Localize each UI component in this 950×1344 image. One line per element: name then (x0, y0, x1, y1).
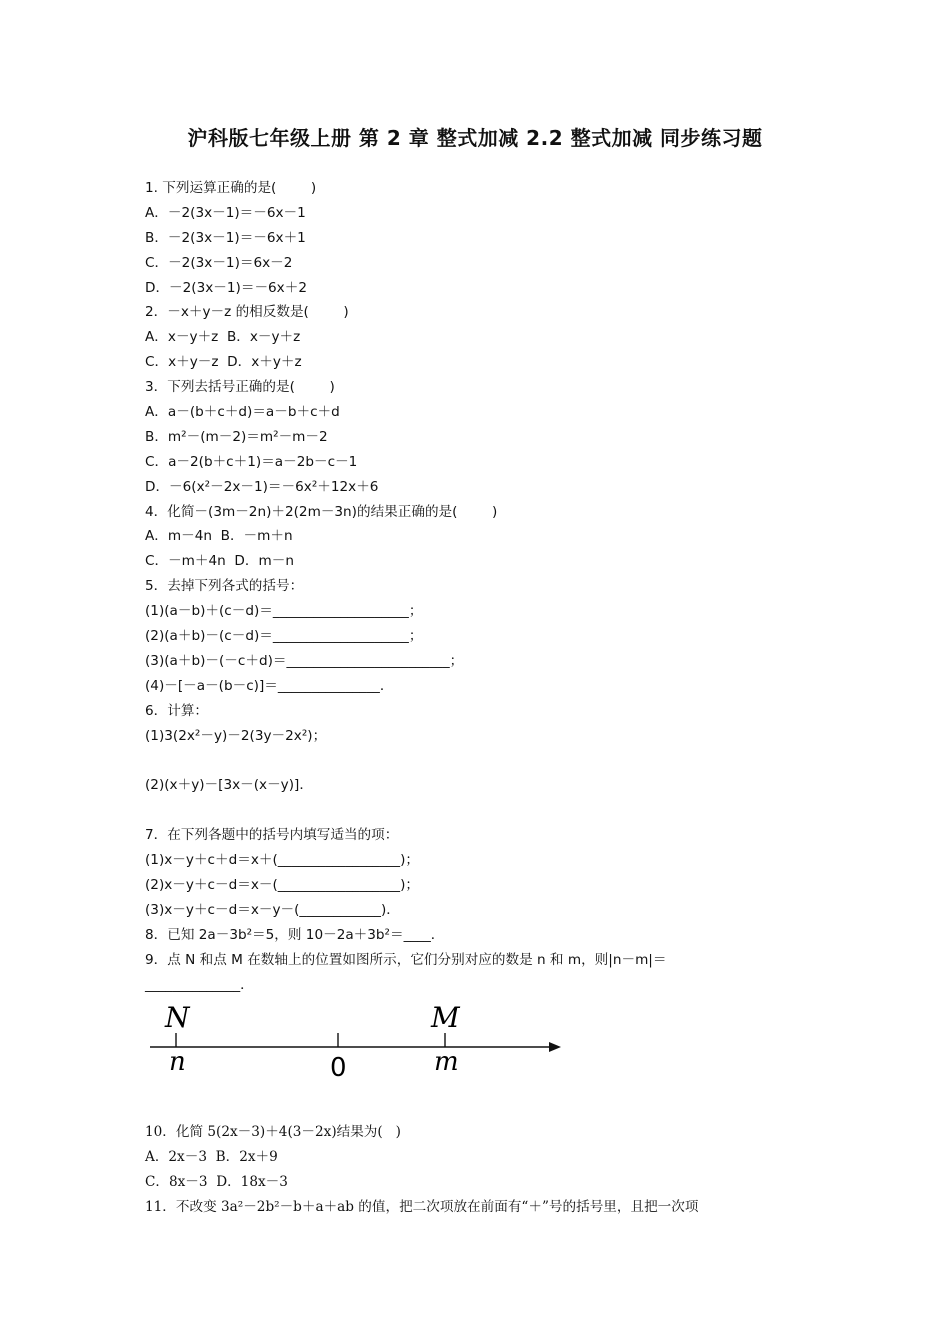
text-line: A．m－4n B．－m＋n (145, 528, 293, 545)
text-line: (1)(a－b)＋(c－d)＝____________________； (145, 603, 423, 620)
text-line: ______________． (145, 976, 254, 993)
text-line: (2)(x＋y)－[3x－(x－y)]． (145, 777, 313, 794)
text-line: A．－2(3x－1)＝－6x－1 (145, 204, 306, 221)
blank-line (145, 748, 825, 773)
text-line: (2)(a＋b)－(c－d)＝____________________； (145, 628, 423, 645)
text-line: B．m²－(m－2)＝m²－m－2 (145, 428, 328, 445)
question-list-lower (145, 1120, 825, 1220)
label-n: n (169, 1047, 186, 1077)
blank-line (145, 798, 825, 823)
question-list (145, 176, 825, 997)
page-title: 沪科版七年级上册 第 2 章 整式加减 2.2 整式加减 同步练习题 (187, 126, 763, 150)
text-line: D．－6(x²－2x－1)＝－6x²＋12x＋6 (145, 478, 379, 495)
text-line: A．x－y＋z B．x－y＋z (145, 329, 301, 346)
text-line: C．－2(3x－1)＝6x－2 (145, 254, 293, 271)
text-line: 6．计算： (145, 702, 209, 719)
text-line: A．a－(b＋c＋d)＝a－b＋c＋d (145, 404, 340, 421)
text-line: C．a－2(b＋c＋1)＝a－2b－c－1 (145, 453, 358, 470)
arrow-head-icon (549, 1042, 561, 1052)
label-m: m (434, 1047, 459, 1077)
text-line: C．x＋y－z D．x＋y＋z (145, 354, 302, 371)
text-line: 4．化简－(3m－2n)＋2(2m－3n)的结果正确的是( ) (145, 503, 498, 520)
text-line: C．8x－3 D．18x－3 (145, 1173, 288, 1190)
text-line: 11．不改变 3a²－2b²－b＋a＋ab 的值，把二次项放在前面有“＋”号的括号里，且把一次项 (145, 1198, 699, 1215)
text-line: B．－2(3x－1)＝－6x＋1 (145, 229, 306, 246)
text-line: 2．－x＋y－z 的相反数是( ) (145, 304, 349, 321)
text-line: 9．点 N 和点 M 在数轴上的位置如图所示，它们分别对应的数是 n 和 m，则|n－m|＝ (145, 951, 667, 968)
text-line: 10．化简 5(2x－3)＋4(3－2x)结果为( ) (145, 1124, 401, 1140)
text-line: (1)3(2x²－y)－2(3y－2x²)； (145, 727, 327, 744)
text-line: (2)x－y＋c－d＝x－(__________________)； (145, 876, 420, 893)
text-line: 7．在下列各题中的括号内填写适当的项： (145, 827, 399, 844)
number-line-figure (145, 1000, 575, 1090)
text-line: 8．已知 2a－3b²＝5，则 10－2a＋3b²＝____． (145, 926, 445, 943)
text-line: 5．去掉下列各式的括号： (145, 578, 304, 595)
label-N: N (165, 1001, 190, 1034)
text-line: 1. 下列运算正确的是( ) (145, 180, 317, 196)
label-zero: 0 (330, 1053, 347, 1083)
text-line: (4)－[－a－(b－c)]＝_______________． (145, 677, 394, 694)
text-line: 3．下列去括号正确的是( ) (145, 379, 335, 396)
text-line: (1)x－y＋c＋d＝x＋(__________________)； (145, 852, 420, 869)
label-M: M (431, 1001, 460, 1034)
text-line: D．－2(3x－1)＝－6x＋2 (145, 279, 307, 296)
text-line: (3)x－y＋c－d＝x－y－(____________)． (145, 901, 400, 918)
text-line: C．－m＋4n D．m－n (145, 553, 294, 570)
text-line: A．2x－3 B．2x＋9 (145, 1148, 278, 1165)
text-line: (3)(a＋b)－(－c＋d)＝________________________； (145, 652, 464, 669)
